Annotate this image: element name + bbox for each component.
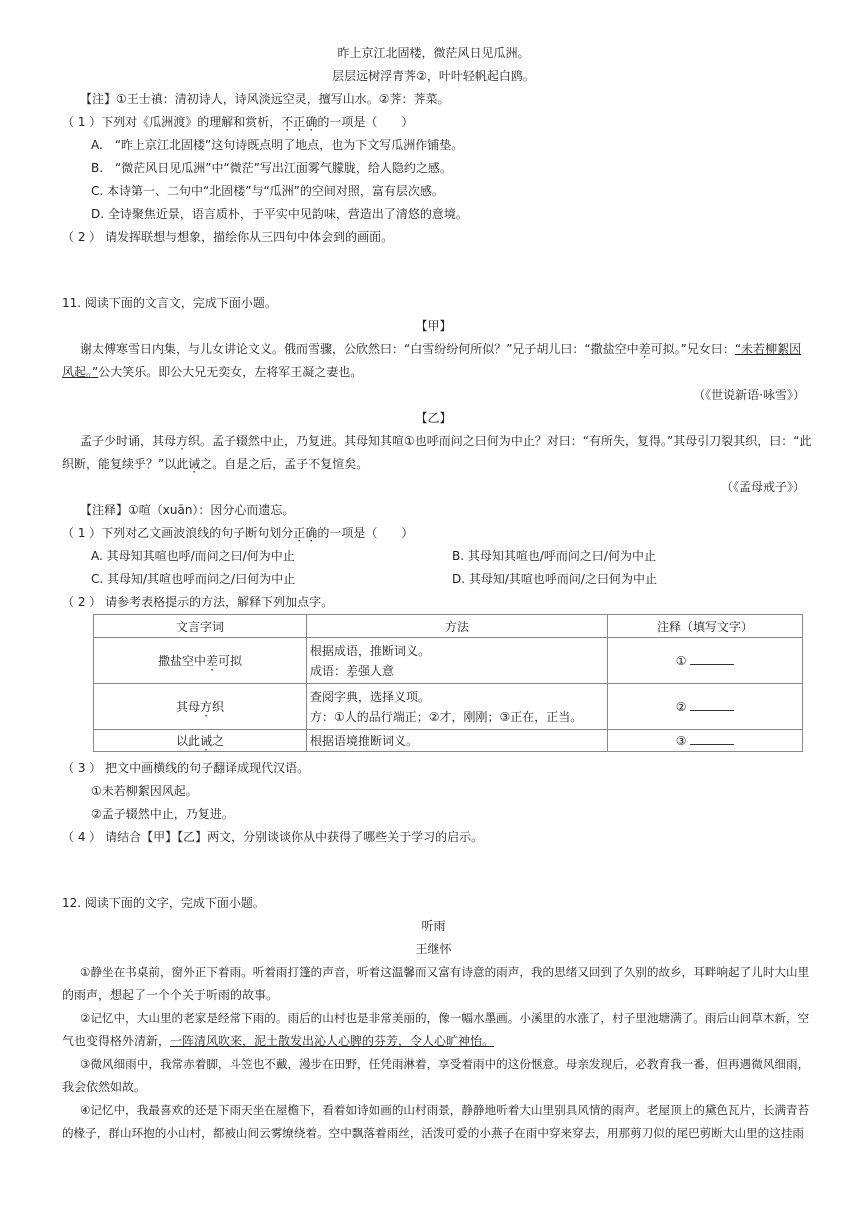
table-cell-word: 其母方织 [94,684,307,730]
table-row [94,638,803,684]
passage-yi-source: （《孟母戒子》） [720,480,805,494]
question-11-3-item: ①未若柳絮因风起。 [91,784,198,798]
answer-blank[interactable] [690,654,734,665]
table-header: 注释（填写文字） [608,615,803,638]
section-yi-title: 【乙】 [415,411,452,425]
question-11-1: （ 1 ）下列对乙文画波浪线的句子断句划分正确的一项是（ ） [62,526,414,540]
table-row [94,730,803,752]
dotted-word: 不正确 [281,115,318,129]
table-cell-method: 查阅字典，选择义项。 方：①人的品行端正；②才，刚刚；③正在，正当。 [307,684,608,730]
article-p2-line1: ②记忆中，大山里的老家是经常下雨的。雨后的山村也是非常美丽的，像一幅水墨画。小溪里的水涨了，村子里池塘满了。雨后山间草木新，空 [80,1011,810,1025]
table-row [94,684,803,730]
question-11-2: （ 2 ） 请参考表格提示的方法，解释下列加点字。 [62,595,334,609]
table-cell-word: 撒盐空中差可拟 [94,638,307,684]
option-d: D. 其母知/其喧也呼而问/之曰何为中止 [452,572,657,586]
table-cell-answer[interactable]: ③ [608,730,803,752]
option-a: A. “昨上京江北固楼”这句诗既点明了地点，也为下文写瓜洲作铺垫。 [91,138,464,152]
question-11-3: （ 3 ） 把文中画横线的句子翻译成现代汉语。 [62,761,310,775]
option-b: B. “微茫风日见瓜洲”中“微茫”写出江面雾气朦胧，给人隐约之感。 [91,161,452,175]
article-p3-line1: ③微风细雨中，我常赤着脚，斗笠也不戴，漫步在田野，任凭雨淋着，享受着雨中的这份惬意。母亲发现后，必教育我一番，但再遇微风细雨， [80,1057,810,1071]
passage-jia-line2: 风起。”公大笑乐。即公大兄无奕女，左将军王凝之妻也。 [62,365,363,379]
passage-jia-line1: 谢太傅寒雪日内集，与儿女讲论文义。俄而雪骤，公欣然曰：“白雪纷纷何所似？”兄子胡儿曰：“撒盐空中差可拟。”兄女曰：“未若柳絮因 [80,342,802,356]
table-cell-answer[interactable]: ① [608,638,803,684]
question-11-intro: 11. 阅读下面的文言文，完成下面小题。 [62,296,277,310]
question-12-intro: 12. 阅读下面的文字，完成下面小题。 [62,896,265,910]
passage-yi-line2: 织断，能复续乎？”以此诫之。自是之后，孟子不复愃矣。 [62,457,369,471]
section-jia-title: 【甲】 [415,319,452,333]
passage-jia-source: （《世说新语·咏雪》） [693,388,805,402]
answer-blank[interactable] [690,700,734,711]
table-header: 方法 [307,615,608,638]
dotted-word: 正确 [293,526,318,540]
article-author: 王继怀 [415,942,452,956]
poem-line: 昨上京江北固楼，微茫风日见瓜洲。 [337,46,530,60]
poem-note: 【注】①王士禛：清初诗人，诗风淡远空灵，擅写山水。②荠：荠菜。 [80,92,450,106]
article-p1-line1: ①静坐在书桌前，窗外正下着雨。听着雨打篷的声音，听着这温馨而又富有诗意的雨声，我的思绪又回到了久别的故乡，耳畔响起了儿时大山里 [80,965,810,979]
answer-blank[interactable] [690,734,734,745]
table-cell-method: 根据语境推断词义。 [307,730,608,752]
vocab-table [93,614,803,752]
passage-yi-note: 【注释】①喧（xuān）：因分心而遗忘。 [80,503,295,517]
option-c: C. 本诗第一、二句中“北固楼”与“瓜洲”的空间对照，富有层次感。 [91,184,444,198]
article-p4-line1: ④记忆中，我最喜欢的还是下雨天坐在屋檐下，看着如诗如画的山村雨景，静静地听着大山里别具风情的雨声。老屋顶上的黛色瓦片，长满青苔 [80,1103,810,1117]
poem-line: 层层远树浮青荠②，叶叶轻帆起白鸥。 [332,69,535,83]
question-11-3-item: ②孟子辍然中止，乃复进。 [91,807,234,821]
article-p3-line2: 我会依然如故。 [62,1080,147,1094]
article-p2-line2: 气也变得格外清新，一阵清风吹来，泥土散发出沁人心脾的芬芳，令人心旷神怡。 [62,1034,495,1048]
article-p4-line2: 的椽子，群山环抱的小山村，都被山间云雾缭绕着。空中飘落着雨丝，活泼可爱的小燕子在雨中穿来穿去，用那剪刀似的尾巴剪断大山里的这挂雨 [62,1126,805,1140]
question-11-4: （ 4 ） 请结合【甲】【乙】两文，分别谈谈你从中获得了哪些关于学习的启示。 [62,830,484,844]
table-header: 文言字词 [94,615,307,638]
question-10-2: （ 2 ） 请发挥联想与想象，描绘你从三四句中体会到的画面。 [62,230,394,244]
table-cell-word: 以此诫之 [94,730,307,752]
option-d: D. 全诗聚焦近景，语言质朴，于平实中见韵味，营造出了清悠的意境。 [91,207,468,221]
article-title: 听雨 [421,919,446,933]
table-cell-answer[interactable]: ② [608,684,803,730]
passage-yi-line1: 孟子少时诵，其母方织。孟子辍然中止，乃复进。其母知其喧①也呼而问之曰何为中止？对曰：“有所失，复得。”其母引刀裂其织，曰：“此 [80,434,812,448]
question-10-1: （ 1 ）下列对《瓜洲渡》的理解和赏析，不正确的一项是（ ） [62,115,414,129]
article-p1-line2: 的雨声，想起了一个个关于听雨的故事。 [62,988,279,1002]
table-cell-method: 根据成语，推断词义。 成语：差强人意 [307,638,608,684]
option-a: A. 其母知其喧也呼/而问之曰/何为中止 [91,549,295,563]
option-c: C. 其母知/其喧也呼而问之/曰何为中止 [91,572,296,586]
option-b: B. 其母知其喧也/呼而问之曰/何为中止 [452,549,656,563]
